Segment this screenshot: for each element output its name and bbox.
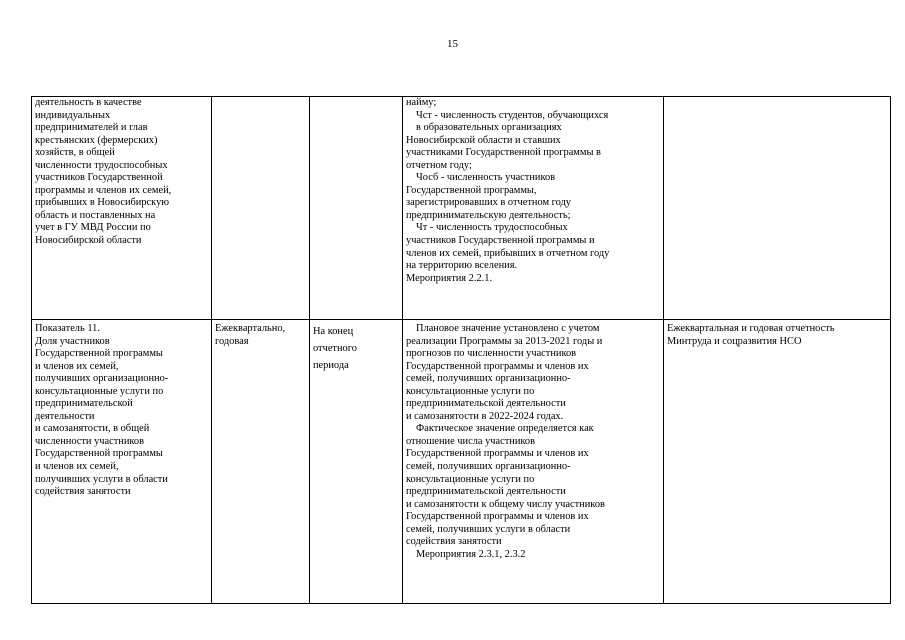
indicator-line: Показатель 11.	[35, 323, 100, 334]
indicator-line: хозяйств, в общей	[35, 147, 115, 159]
indicator-line: численности участников	[35, 435, 145, 447]
page-number: 15	[447, 38, 458, 50]
timing-cell	[310, 97, 403, 320]
calculation-method-line: участниками Государственной программы в	[406, 147, 601, 159]
calculation-method-line: Государственной программы и членов их	[406, 360, 589, 372]
calculation-method-line: Государственной программы и членов их	[406, 511, 589, 523]
table-row	[32, 97, 891, 320]
indicator-line: крестьянских (фермерских)	[35, 134, 158, 146]
calculation-method-line: зарегистрировавших в отчетном году	[406, 197, 572, 209]
indicator-line: программы и членов их семей,	[35, 184, 172, 196]
calculation-method-line: предпринимательской деятельности	[406, 486, 566, 498]
calculation-method-line: Чст - численность студентов, обучающихся	[416, 109, 609, 121]
timing-line: отчетного	[313, 343, 357, 354]
periodicity-cell	[212, 97, 310, 320]
indicator-line: область и поставленных на	[35, 209, 156, 221]
data-source-line: Минтруда и соцразвития НСО	[667, 335, 802, 347]
indicator-line: предпринимателей и глав	[35, 122, 148, 134]
indicator-line: участников Государственной	[35, 172, 163, 184]
indicator-line: деятельность в качестве	[35, 97, 142, 108]
calculation-method-line: Чосб - численность участников	[416, 172, 556, 184]
calculation-method-line: Чт - численность трудоспособных	[416, 222, 568, 234]
calculation-method-line: Государственной программы,	[406, 184, 537, 196]
calculation-method-line: предпринимательскую деятельность;	[406, 209, 571, 221]
calculation-method-line: Государственной программы и членов их	[406, 448, 589, 460]
indicator-line: содействия занятости	[35, 486, 131, 498]
indicator-line: и членов их семей,	[35, 360, 119, 372]
calculation-method-line: на территорию вселения.	[406, 260, 518, 272]
calculation-method-line: консультационные услуги по	[406, 385, 535, 397]
periodicity-cell	[212, 320, 310, 604]
calculation-method-line: отношение числа участников	[406, 435, 536, 447]
calculation-method-line: содействия занятости	[406, 536, 502, 548]
indicator-cell	[32, 320, 212, 604]
calculation-method-cell	[403, 320, 664, 604]
calculation-method-cell	[403, 97, 664, 320]
calculation-method-line: и самозанятости к общему числу участников	[406, 498, 605, 510]
indicator-line: консультационные услуги по	[35, 385, 164, 397]
indicator-line: учет в ГУ МВД России по	[35, 222, 151, 234]
indicator-line: и членов их семей,	[35, 461, 119, 473]
indicator-line: Новосибирской области	[35, 235, 142, 247]
calculation-method-line: реализации Программы за 2013-2021 годы и	[406, 335, 603, 347]
calculation-method-line: консультационные услуги по	[406, 473, 535, 485]
indicator-line: Государственной программы	[35, 348, 163, 360]
indicator-line: получивших услуги в области	[35, 473, 168, 485]
calculation-method-line: и самозанятости в 2022-2024 годах.	[406, 410, 564, 422]
calculation-method-line: найму;	[406, 97, 437, 108]
indicator-line: Государственной программы	[35, 448, 163, 460]
calculation-method-line: прогнозов по численности участников	[406, 348, 577, 360]
indicator-line: предпринимательской	[35, 398, 133, 410]
calculation-method-line: отчетном году;	[406, 159, 472, 171]
indicator-line: и самозанятости, в общей	[35, 423, 150, 435]
indicator-line: прибывших в Новосибирскую	[35, 197, 170, 209]
indicators-table	[31, 96, 891, 604]
calculation-method-line: Плановое значение установлено с учетом	[416, 323, 600, 334]
calculation-method-line: предпринимательской деятельности	[406, 398, 566, 410]
calculation-method-line: в образовательных организациях	[416, 122, 562, 134]
data-source-cell	[664, 320, 891, 604]
calculation-method-line: Мероприятия 2.3.1, 2.3.2	[416, 548, 526, 560]
calculation-method-line: семей, получивших организационно-	[406, 373, 571, 385]
calculation-method-line: членов их семей, прибывших в отчетном году	[406, 247, 610, 259]
indicator-line: деятельности	[35, 410, 95, 422]
data-source-line: Ежеквартальная и годовая отчетность	[667, 323, 835, 334]
calculation-method-line: Новосибирской области и ставших	[406, 134, 561, 146]
periodicity-line: Ежеквартально,	[215, 323, 286, 334]
indicator-line: Доля участников	[35, 335, 110, 347]
indicator-line: индивидуальных	[35, 109, 111, 121]
periodicity-line: годовая	[215, 335, 249, 347]
calculation-method-line: семей, получивших организационно-	[406, 461, 571, 473]
indicator-line: получивших организационно-	[35, 373, 169, 385]
timing-line: периода	[313, 360, 349, 371]
calculation-method-line: Мероприятия 2.2.1.	[406, 272, 493, 284]
timing-line: На конец	[313, 326, 354, 337]
calculation-method-line: семей, получивших услуги в области	[406, 523, 571, 535]
timing-cell	[310, 320, 403, 604]
indicator-cell	[32, 97, 212, 320]
table-row	[32, 320, 891, 604]
calculation-method-line: участников Государственной программы и	[406, 235, 595, 247]
calculation-method-line: Фактическое значение определяется как	[416, 423, 594, 435]
data-source-cell	[664, 97, 891, 320]
indicator-line: численности трудоспособных	[35, 159, 168, 171]
